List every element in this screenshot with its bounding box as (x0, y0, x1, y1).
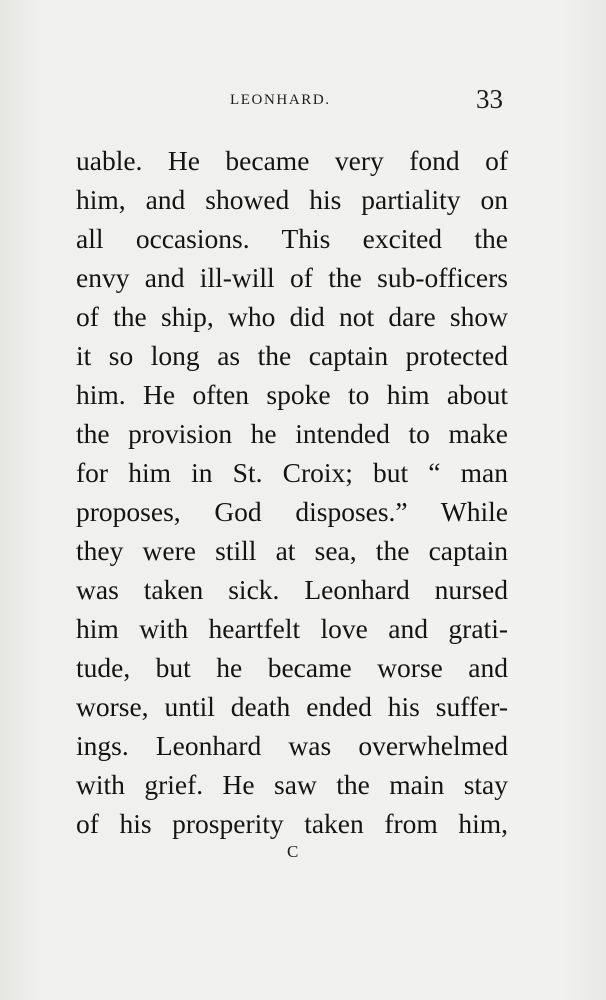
text-line: the provision he intended to make (76, 418, 508, 449)
text-line: with grief. He saw the main stay (76, 769, 508, 800)
signature-mark: C (287, 842, 300, 861)
text-line: ings. Leonhard was overwhelmed (76, 730, 508, 761)
text-line: of his prosperity taken from him, (76, 808, 508, 839)
text-line: uable. He became very fond of (76, 145, 508, 176)
page-number: 33 (476, 84, 503, 114)
text-line: was taken sick. Leonhard nursed (76, 574, 508, 605)
body-text (76, 141, 508, 843)
text-line: they were still at sea, the captain (76, 535, 508, 566)
text-line: him, and showed his partiality on (76, 184, 508, 215)
text-line: for him in St. Croix; but “ man (76, 457, 508, 488)
text-line: it so long as the captain protected (76, 340, 508, 371)
text-line: all occasions. This excited the (76, 223, 508, 254)
text-line: him with heartfelt love and grati- (76, 613, 508, 644)
text-line: envy and ill-will of the sub-officers (76, 262, 508, 293)
text-line: proposes, God disposes.” While (76, 496, 508, 527)
running-title: LEONHARD. (230, 92, 331, 108)
text-line: worse, until death ended his suffer- (76, 691, 508, 722)
text-line: tude, but he became worse and (76, 652, 508, 683)
text-line: of the ship, who did not dare show (76, 301, 508, 332)
text-line: him. He often spoke to him about (76, 379, 508, 410)
